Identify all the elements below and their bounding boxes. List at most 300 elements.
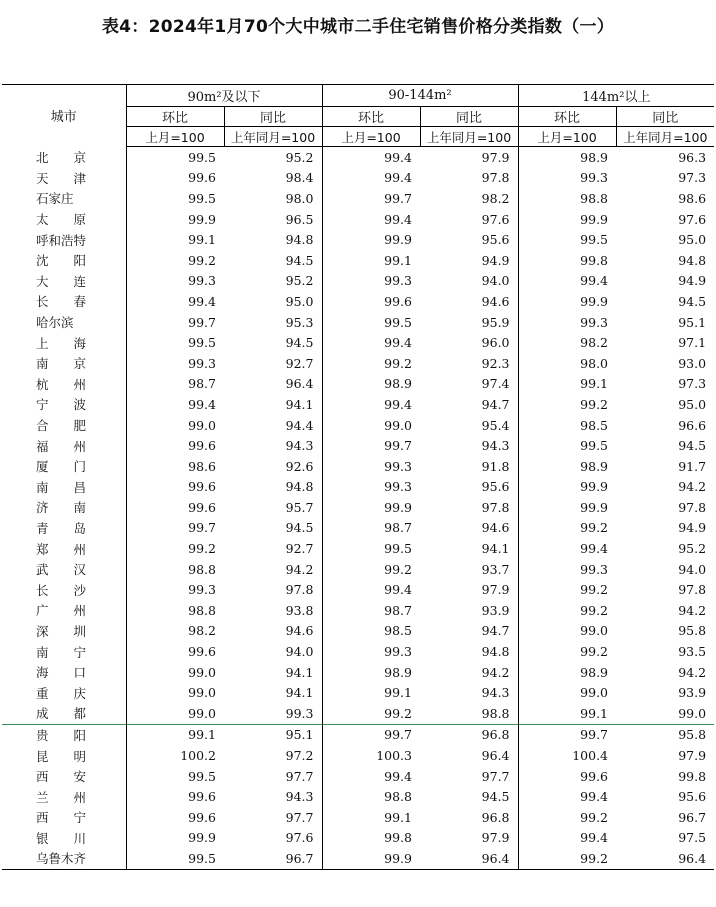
table-row	[2, 374, 714, 395]
city-name: 太 原	[36, 212, 87, 228]
large-mom-value: 99.2	[518, 518, 616, 539]
large-yoy-value: 94.5	[678, 438, 707, 454]
city-name: 济 南	[36, 500, 87, 516]
table-row	[2, 745, 714, 766]
large-yoy-value: 97.9	[678, 748, 707, 764]
large-yoy-value: 93.9	[678, 685, 707, 701]
large-yoy-value: 97.8	[678, 499, 707, 515]
small-yoy-value: 92.6	[285, 458, 314, 474]
medium-mom-value: 99.6	[322, 291, 420, 312]
large-mom-value: 99.2	[518, 848, 616, 869]
mom-header: 环比	[518, 107, 616, 127]
table-row	[2, 600, 714, 621]
large-yoy-value: 95.8	[678, 623, 707, 639]
large-mom-value: 99.3	[518, 168, 616, 189]
small-mom-value: 99.5	[126, 332, 224, 353]
large-yoy-value: 94.2	[678, 479, 707, 495]
large-yoy-value: 95.2	[678, 541, 707, 557]
medium-yoy-value: 97.4	[481, 376, 510, 392]
table-row	[2, 188, 714, 209]
small-yoy-value: 98.4	[285, 170, 314, 186]
table-row	[2, 435, 714, 456]
medium-mom-value: 99.2	[322, 353, 420, 374]
large-mom-value: 99.8	[518, 250, 616, 271]
large-yoy-value: 97.8	[678, 582, 707, 598]
table-row	[2, 538, 714, 559]
small-mom-value: 99.0	[126, 703, 224, 724]
medium-mom-value: 99.0	[322, 415, 420, 436]
city-name: 厦 门	[36, 459, 87, 475]
small-mom-value: 98.8	[126, 559, 224, 580]
medium-yoy-value: 94.7	[481, 396, 510, 412]
city-name: 北 京	[36, 150, 87, 166]
small-yoy-value: 95.7	[285, 499, 314, 515]
mom-base-header: 上月=100	[518, 127, 616, 147]
small-mom-value: 99.4	[126, 394, 224, 415]
large-mom-value: 99.9	[518, 291, 616, 312]
small-yoy-value: 93.8	[285, 602, 314, 618]
mom-header: 环比	[322, 107, 420, 127]
medium-mom-value: 99.2	[322, 559, 420, 580]
yoy-header: 同比	[224, 107, 322, 127]
medium-yoy-value: 98.8	[481, 705, 510, 721]
large-yoy-value: 95.0	[678, 396, 707, 412]
medium-mom-value: 99.7	[322, 188, 420, 209]
large-mom-value: 100.4	[518, 745, 616, 766]
city-name: 合 肥	[36, 418, 87, 434]
medium-mom-value: 99.3	[322, 477, 420, 498]
medium-mom-value: 99.8	[322, 828, 420, 849]
large-mom-value: 99.5	[518, 229, 616, 250]
medium-mom-value: 99.4	[322, 209, 420, 230]
table-row	[2, 848, 714, 869]
small-mom-value: 99.6	[126, 497, 224, 518]
yoy-base-header: 上年同月=100	[224, 127, 322, 147]
mom-base-header: 上月=100	[126, 127, 224, 147]
mom-header: 环比	[126, 107, 224, 127]
price-index-table	[2, 84, 714, 870]
table-row	[2, 394, 714, 415]
small-mom-value: 99.5	[126, 147, 224, 168]
small-mom-value: 99.5	[126, 766, 224, 787]
large-mom-value: 99.2	[518, 600, 616, 621]
small-yoy-value: 94.6	[285, 623, 314, 639]
medium-mom-value: 99.5	[322, 312, 420, 333]
large-yoy-value: 99.8	[678, 768, 707, 784]
small-yoy-value: 94.8	[285, 479, 314, 495]
medium-mom-value: 99.4	[322, 766, 420, 787]
large-mom-value: 99.1	[518, 703, 616, 724]
table-row	[2, 332, 714, 353]
city-name: 广 州	[36, 603, 87, 619]
medium-mom-value: 99.4	[322, 332, 420, 353]
table-row	[2, 168, 714, 189]
medium-mom-value: 99.7	[322, 435, 420, 456]
large-yoy-value: 93.5	[678, 644, 707, 660]
large-yoy-value: 97.5	[678, 830, 707, 846]
large-yoy-value: 95.0	[678, 232, 707, 248]
table-row	[2, 147, 714, 168]
large-mom-value: 98.2	[518, 332, 616, 353]
medium-mom-value: 99.9	[322, 848, 420, 869]
small-yoy-value: 94.8	[285, 232, 314, 248]
city-name: 天 津	[36, 170, 87, 186]
medium-yoy-value: 97.7	[481, 768, 510, 784]
large-yoy-value: 91.7	[678, 458, 707, 474]
small-yoy-value: 92.7	[285, 355, 314, 371]
city-name: 成 都	[36, 706, 87, 722]
group-header-medium: 90-144m²	[322, 85, 518, 107]
small-mom-value: 99.4	[126, 291, 224, 312]
medium-mom-value: 99.4	[322, 168, 420, 189]
large-yoy-value: 96.7	[678, 809, 707, 825]
large-mom-value: 98.8	[518, 188, 616, 209]
large-mom-value: 99.0	[518, 682, 616, 703]
medium-yoy-value: 91.8	[481, 458, 510, 474]
large-yoy-value: 97.1	[678, 335, 707, 351]
large-yoy-value: 96.4	[616, 848, 714, 869]
medium-yoy-value: 97.8	[481, 499, 510, 515]
city-name: 福 州	[36, 438, 87, 454]
medium-mom-value: 99.5	[322, 538, 420, 559]
large-yoy-value: 94.9	[678, 520, 707, 536]
medium-mom-value: 99.4	[322, 579, 420, 600]
medium-yoy-value: 95.6	[481, 479, 510, 495]
large-yoy-value: 93.0	[678, 355, 707, 371]
large-yoy-value: 97.3	[678, 376, 707, 392]
large-yoy-value: 98.6	[678, 190, 707, 206]
medium-yoy-value: 97.6	[481, 211, 510, 227]
small-mom-value: 98.8	[126, 600, 224, 621]
small-mom-value: 99.7	[126, 518, 224, 539]
large-mom-value: 99.2	[518, 394, 616, 415]
small-mom-value: 99.5	[126, 188, 224, 209]
medium-yoy-value: 94.1	[481, 541, 510, 557]
group-header-large: 144m²以上	[518, 85, 714, 107]
medium-yoy-value: 96.4	[420, 848, 518, 869]
small-yoy-value: 96.5	[285, 211, 314, 227]
medium-mom-value: 98.5	[322, 621, 420, 642]
medium-mom-value: 98.8	[322, 786, 420, 807]
city-name: 南 昌	[36, 479, 87, 495]
large-yoy-value: 94.2	[678, 664, 707, 680]
medium-yoy-value: 98.2	[481, 190, 510, 206]
table-row	[2, 250, 714, 271]
large-mom-value: 99.5	[518, 435, 616, 456]
yoy-header: 同比	[616, 107, 714, 127]
table-row	[2, 415, 714, 436]
city-name: 呼和浩特	[36, 232, 87, 248]
small-yoy-value: 94.5	[285, 252, 314, 268]
small-mom-value: 98.7	[126, 374, 224, 395]
table-row	[2, 641, 714, 662]
small-mom-value: 99.9	[126, 209, 224, 230]
small-yoy-value: 97.2	[285, 748, 314, 764]
medium-yoy-value: 94.9	[481, 252, 510, 268]
medium-yoy-value: 96.0	[481, 335, 510, 351]
table-row	[2, 786, 714, 807]
large-yoy-value: 96.3	[678, 149, 707, 165]
large-mom-value: 99.3	[518, 312, 616, 333]
table-row	[2, 766, 714, 787]
small-yoy-value: 96.7	[224, 848, 322, 869]
large-yoy-value: 97.6	[678, 211, 707, 227]
small-yoy-value: 94.5	[285, 520, 314, 536]
city-column-header: 城市	[2, 85, 126, 147]
small-mom-value: 99.1	[126, 724, 224, 745]
large-mom-value: 99.9	[518, 209, 616, 230]
large-mom-value: 98.5	[518, 415, 616, 436]
small-yoy-value: 97.7	[285, 809, 314, 825]
large-mom-value: 99.6	[518, 766, 616, 787]
small-mom-value: 99.0	[126, 662, 224, 683]
large-mom-value: 98.0	[518, 353, 616, 374]
medium-mom-value: 98.9	[322, 374, 420, 395]
medium-yoy-value: 94.8	[481, 644, 510, 660]
medium-mom-value: 98.7	[322, 518, 420, 539]
mom-base-header: 上月=100	[322, 127, 420, 147]
large-yoy-value: 99.0	[678, 705, 707, 721]
table-body	[2, 147, 714, 870]
small-yoy-value: 94.3	[285, 789, 314, 805]
large-mom-value: 99.2	[518, 579, 616, 600]
small-yoy-value: 94.1	[285, 396, 314, 412]
medium-mom-value: 99.4	[322, 147, 420, 168]
medium-yoy-value: 94.0	[481, 273, 510, 289]
city-name: 兰 州	[36, 789, 87, 805]
city-name: 青 岛	[36, 520, 87, 536]
large-mom-value: 99.4	[518, 538, 616, 559]
large-mom-value: 99.7	[518, 724, 616, 745]
large-mom-value: 99.0	[518, 621, 616, 642]
medium-yoy-value: 97.9	[481, 582, 510, 598]
large-mom-value: 99.4	[518, 786, 616, 807]
large-yoy-value: 94.2	[678, 602, 707, 618]
small-mom-value: 98.2	[126, 621, 224, 642]
medium-yoy-value: 92.3	[481, 355, 510, 371]
city-name: 沈 阳	[36, 253, 87, 269]
small-mom-value: 99.6	[126, 641, 224, 662]
table-row	[2, 229, 714, 250]
table-row	[2, 312, 714, 333]
medium-yoy-value: 94.6	[481, 520, 510, 536]
small-yoy-value: 95.2	[285, 273, 314, 289]
large-yoy-value: 94.0	[678, 561, 707, 577]
small-mom-value: 99.6	[126, 477, 224, 498]
medium-yoy-value: 97.9	[481, 149, 510, 165]
medium-yoy-value: 97.9	[481, 830, 510, 846]
small-yoy-value: 99.3	[285, 705, 314, 721]
large-yoy-value: 95.1	[678, 314, 707, 330]
table-row	[2, 724, 714, 745]
medium-mom-value: 98.9	[322, 662, 420, 683]
small-yoy-value: 97.7	[285, 768, 314, 784]
small-mom-value: 99.6	[126, 168, 224, 189]
group-header-small: 90m²及以下	[126, 85, 322, 107]
large-yoy-value: 95.8	[616, 724, 714, 745]
small-yoy-value: 95.3	[285, 314, 314, 330]
large-mom-value: 98.9	[518, 662, 616, 683]
large-mom-value: 99.9	[518, 497, 616, 518]
medium-yoy-value: 94.7	[481, 623, 510, 639]
small-yoy-value: 94.5	[285, 335, 314, 351]
medium-mom-value: 100.3	[322, 745, 420, 766]
medium-mom-value: 99.7	[322, 724, 420, 745]
city-name: 上 海	[36, 335, 87, 351]
yoy-base-header: 上年同月=100	[420, 127, 518, 147]
medium-yoy-value: 94.3	[481, 438, 510, 454]
city-name: 南 宁	[36, 644, 87, 660]
table-row	[2, 209, 714, 230]
medium-mom-value: 99.3	[322, 641, 420, 662]
small-yoy-value: 92.7	[285, 541, 314, 557]
table-header	[2, 85, 714, 147]
city-name: 深 圳	[36, 623, 87, 639]
large-mom-value: 99.3	[518, 559, 616, 580]
table-row	[2, 807, 714, 828]
yoy-base-header: 上年同月=100	[616, 127, 714, 147]
city-name: 长 春	[36, 294, 87, 310]
small-mom-value: 99.9	[126, 828, 224, 849]
medium-yoy-value: 94.2	[481, 664, 510, 680]
table-row	[2, 828, 714, 849]
city-name: 海 口	[36, 665, 87, 681]
small-mom-value: 99.6	[126, 786, 224, 807]
small-yoy-value: 96.4	[285, 376, 314, 392]
large-mom-value: 99.2	[518, 641, 616, 662]
small-mom-value: 98.6	[126, 456, 224, 477]
medium-mom-value: 99.4	[322, 394, 420, 415]
city-name: 南 京	[36, 356, 87, 372]
city-name: 贵 阳	[2, 724, 126, 745]
small-mom-value: 99.7	[126, 312, 224, 333]
medium-yoy-value: 97.8	[481, 170, 510, 186]
medium-mom-value: 98.7	[322, 600, 420, 621]
city-name: 哈尔滨	[36, 315, 74, 331]
table-row	[2, 559, 714, 580]
large-mom-value: 98.9	[518, 147, 616, 168]
medium-yoy-value: 94.3	[481, 685, 510, 701]
table-row	[2, 353, 714, 374]
small-yoy-value: 95.0	[285, 293, 314, 309]
small-yoy-value: 98.0	[285, 190, 314, 206]
large-yoy-value: 96.6	[678, 417, 707, 433]
small-yoy-value: 94.1	[285, 664, 314, 680]
city-name: 银 川	[36, 830, 87, 846]
small-mom-value: 100.2	[126, 745, 224, 766]
medium-mom-value: 99.3	[322, 271, 420, 292]
table-row	[2, 621, 714, 642]
table-row	[2, 291, 714, 312]
small-mom-value: 99.1	[126, 229, 224, 250]
city-name: 宁 波	[36, 397, 87, 413]
large-mom-value: 99.1	[518, 374, 616, 395]
small-yoy-value: 94.0	[285, 644, 314, 660]
city-name: 武 汉	[36, 562, 87, 578]
city-name: 大 连	[36, 273, 87, 289]
small-yoy-value: 97.8	[285, 582, 314, 598]
table-row	[2, 518, 714, 539]
city-name: 昆 明	[36, 748, 87, 764]
small-mom-value: 99.6	[126, 435, 224, 456]
small-mom-value: 99.3	[126, 353, 224, 374]
large-mom-value: 99.4	[518, 828, 616, 849]
yoy-header: 同比	[420, 107, 518, 127]
large-mom-value: 98.9	[518, 456, 616, 477]
table-row	[2, 497, 714, 518]
medium-mom-value: 99.1	[322, 250, 420, 271]
large-mom-value: 99.2	[518, 807, 616, 828]
city-name: 杭 州	[36, 376, 87, 392]
table-row	[2, 662, 714, 683]
medium-yoy-value: 96.8	[481, 809, 510, 825]
large-yoy-value: 94.9	[678, 273, 707, 289]
small-yoy-value: 94.2	[285, 561, 314, 577]
small-mom-value: 99.6	[126, 807, 224, 828]
city-name: 石家庄	[36, 191, 74, 207]
medium-yoy-value: 95.6	[481, 232, 510, 248]
table-row	[2, 477, 714, 498]
small-mom-value: 99.3	[126, 579, 224, 600]
small-mom-value: 99.3	[126, 271, 224, 292]
large-mom-value: 99.4	[518, 271, 616, 292]
medium-yoy-value: 96.8	[420, 724, 518, 745]
small-yoy-value: 95.2	[285, 149, 314, 165]
table-row	[2, 271, 714, 292]
medium-mom-value: 99.1	[322, 682, 420, 703]
small-yoy-value: 94.1	[285, 685, 314, 701]
medium-yoy-value: 94.5	[481, 789, 510, 805]
medium-mom-value: 99.9	[322, 229, 420, 250]
small-mom-value: 99.2	[126, 538, 224, 559]
large-yoy-value: 97.3	[678, 170, 707, 186]
medium-yoy-value: 94.6	[481, 293, 510, 309]
small-mom-value: 99.0	[126, 682, 224, 703]
large-yoy-value: 95.6	[678, 789, 707, 805]
large-yoy-value: 94.8	[678, 252, 707, 268]
small-yoy-value: 95.1	[224, 724, 322, 745]
medium-yoy-value: 93.9	[481, 602, 510, 618]
small-mom-value: 99.5	[126, 848, 224, 869]
table-row	[2, 456, 714, 477]
small-mom-value: 99.0	[126, 415, 224, 436]
medium-mom-value: 99.1	[322, 807, 420, 828]
large-yoy-value: 94.5	[678, 293, 707, 309]
small-mom-value: 99.2	[126, 250, 224, 271]
city-name: 乌鲁木齐	[2, 848, 126, 869]
table-row	[2, 682, 714, 703]
medium-mom-value: 99.2	[322, 703, 420, 724]
city-name: 郑 州	[36, 541, 87, 557]
medium-yoy-value: 96.4	[481, 748, 510, 764]
small-yoy-value: 94.4	[285, 417, 314, 433]
city-name: 西 安	[36, 769, 87, 785]
medium-yoy-value: 93.7	[481, 561, 510, 577]
table-row	[2, 579, 714, 600]
medium-yoy-value: 95.4	[481, 417, 510, 433]
medium-mom-value: 99.9	[322, 497, 420, 518]
medium-mom-value: 99.3	[322, 456, 420, 477]
large-mom-value: 99.9	[518, 477, 616, 498]
medium-yoy-value: 95.9	[481, 314, 510, 330]
city-name: 西 宁	[36, 810, 87, 826]
small-yoy-value: 94.3	[285, 438, 314, 454]
table-row	[2, 703, 714, 724]
city-name: 重 庆	[36, 685, 87, 701]
small-yoy-value: 97.6	[285, 830, 314, 846]
city-name: 长 沙	[36, 582, 87, 598]
page-title: 表4：2024年1月70个大中城市二手住宅销售价格分类指数（一）	[101, 17, 615, 37]
